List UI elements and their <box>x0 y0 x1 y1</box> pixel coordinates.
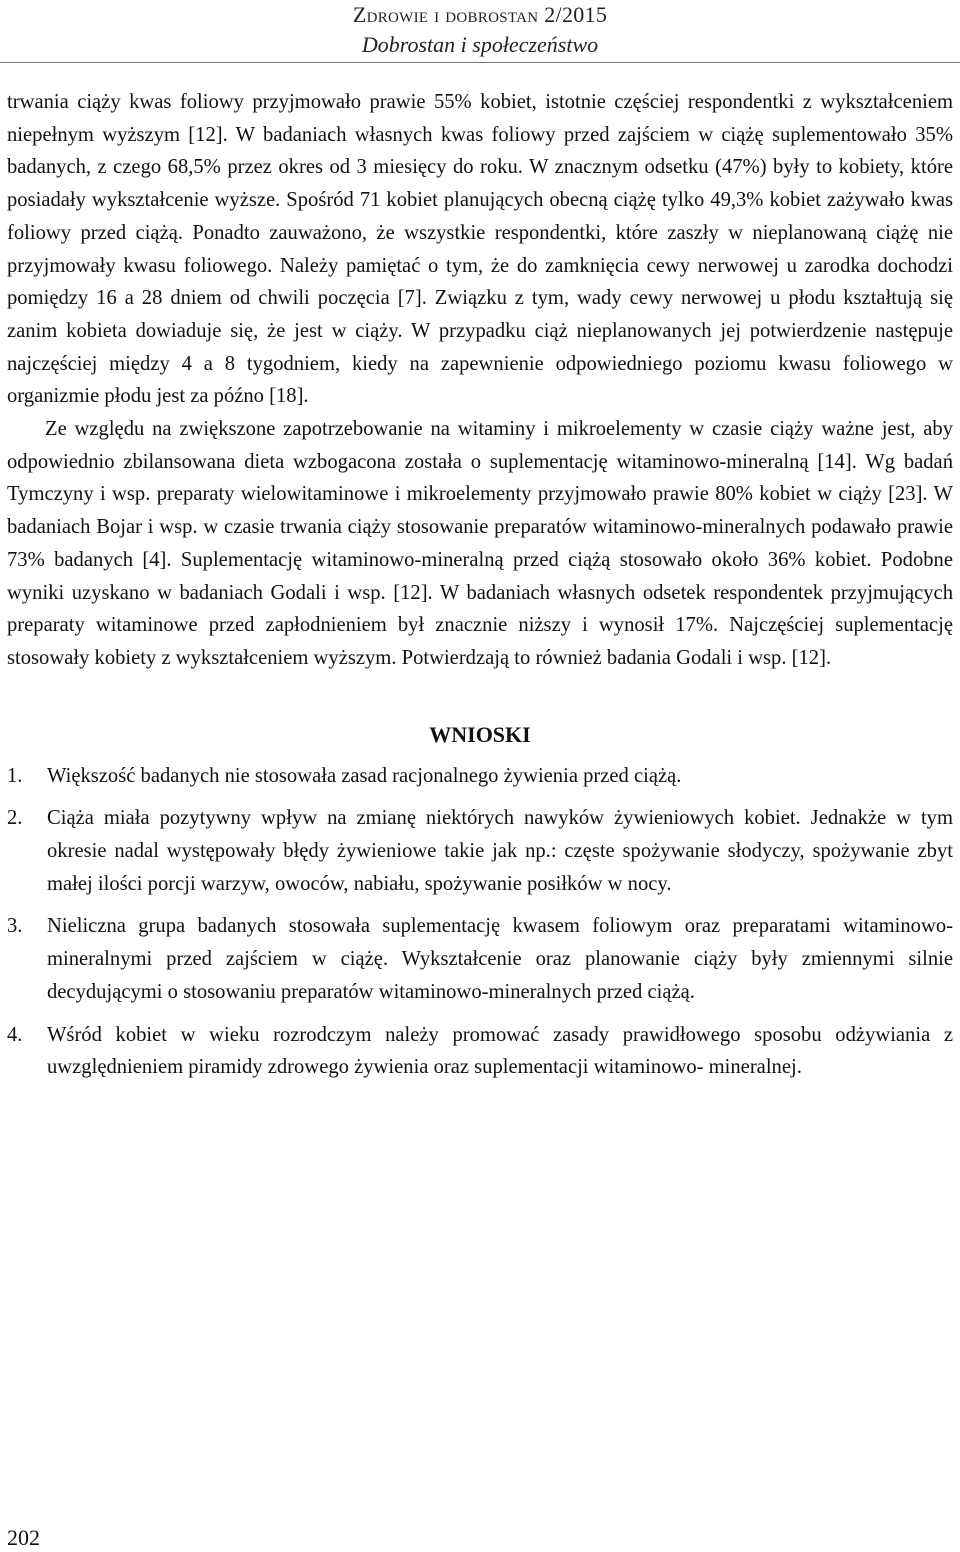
conclusion-item <box>7 760 953 793</box>
journal-title: Zdrowie i dobrostan 2/2015 <box>352 2 608 27</box>
body-paragraph: Ze względu na zwiększone zapotrzebowanie na witaminy i mikroelementy w czasie ciąży ważne jest, aby odpowiednio zbilansowana dieta wzbogacona została o suplementację witaminowo-mineralną [14]. Wg badań Tymczyny i wsp. preparaty wielowitaminowe i mikroelementy przyjmowało prawie 80% kobiet w ciąży [23]. W badaniach Bojar i wsp. w czasie trwania ciąży stosowanie preparatów witaminowo-mineralnych podawało prawie 73% badanych [4]. Suplementację witaminowo-mineralną przed ciążą stosowało około 36% kobiet. Podobne wyniki uzyskano w badaniach Godali i wsp. [12]. W badaniach własnych odsetek respondentek przyjmujących preparaty witaminowe przed zapłodnieniem był znacznie niższy i wynosił 17%. Najczęściej suplementację stosowały kobiety z wykształceniem wyższym. Potwierdzają to również badania Godali i wsp. [12]. <box>7 418 953 669</box>
article-body <box>7 86 953 1094</box>
conclusions-list <box>7 760 953 1084</box>
conclusion-item <box>7 1019 953 1084</box>
section-title: Dobrostan i społeczeństwo <box>361 32 599 57</box>
conclusion-text: Większość badanych nie stosowała zasad racjonalnego żywienia przed ciążą. <box>47 764 682 787</box>
conclusion-text: Ciąża miała pozytywny wpływ na zmianę niektórych nawyków żywieniowych kobiet. Jednakże w tym okresie nadal występowały błędy żywieniowe takie jak np.: częste spożywanie słodyczy, spożywanie zbyt małej ilości porcji warzyw, owoców, nabiału, spożywanie posiłków w nocy. <box>47 807 953 895</box>
conclusion-number: 3. <box>7 915 23 938</box>
running-header <box>0 0 960 63</box>
conclusion-item <box>7 802 953 900</box>
conclusion-number: 2. <box>7 807 23 830</box>
conclusions-heading: WNIOSKI <box>429 721 531 747</box>
conclusion-item <box>7 910 953 1008</box>
conclusion-text: Wśród kobiet w wieku rozrodczym należy promować zasady prawidłowego sposobu odżywiania z uwzględnieniem piramidy zdrowego żywienia oraz suplementacji witaminowo- mineralnej. <box>47 1023 953 1079</box>
conclusion-number: 1. <box>7 764 23 787</box>
body-paragraph: trwania ciąży kwas foliowy przyjmowało prawie 55% kobiet, istotnie częściej respondentki z wykształceniem niepełnym wyższym [12]. W badaniach własnych kwas foliowy przed zajściem w ciążę suplementowało 35% badanych, z czego 68,5% przez okres od 3 miesięcy do roku. W znacznym odsetku (47%) były to kobiety, które posiadały wykształcenie wyższe. Spośród 71 kobiet planujących obecną ciążę tylko 49,3% kobiet zażywało kwas foliowy przed ciążą. Ponadto zauważono, że wszystkie respondentki, które zaszły w nieplanowaną ciążę nie przyjmowały kwasu foliowego. Należy pamiętać o tym, że do zamknięcia cewy nerwowej u zarodka dochodzi pomiędzy 16 a 28 dniem od chwili poczęcia [7]. Związku z tym, wady cewy nerwowej u płodu kształtują się zanim kobieta dowiaduje się, że jest w ciąży. W przypadku ciąż nieplanowanych jej potwierdzenie następuje najczęściej między 4 a 8 tygodniem, kiedy na zapewnienie odpowiedniego poziomu kwasu foliowego w organizmie płodu jest za późno [18]. <box>7 91 953 408</box>
conclusion-number: 4. <box>7 1023 23 1046</box>
page-number: 202 <box>7 1525 40 1550</box>
conclusion-text: Nieliczna grupa badanych stosowała suplementację kwasem foliowym oraz preparatami witaminowo-mineralnymi przed zajściem w ciążę. Wykształcenie oraz planowanie ciąży były zmiennymi silnie decydującymi o stosowaniu preparatów witaminowo-mineralnych przed ciążą. <box>47 915 953 1003</box>
